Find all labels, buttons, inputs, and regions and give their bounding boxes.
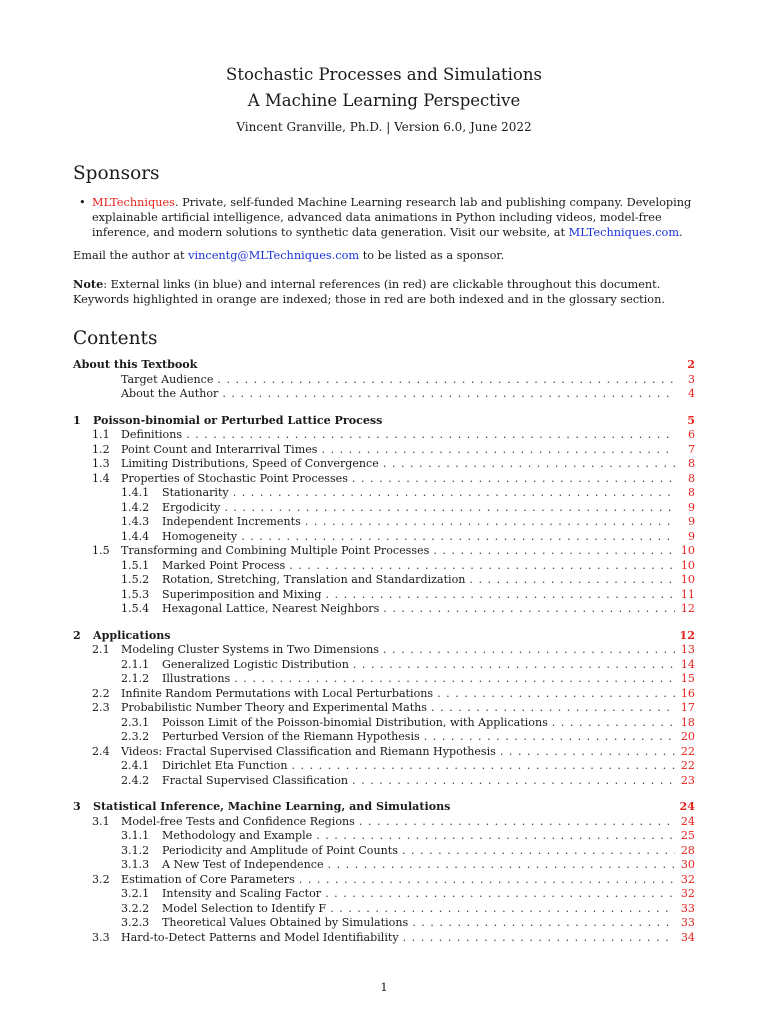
toc-leader-dots	[383, 457, 675, 472]
toc-entry[interactable]	[73, 588, 695, 603]
toc-entry[interactable]	[73, 515, 695, 530]
toc-entry[interactable]	[73, 602, 695, 617]
toc-leader-dots	[299, 873, 675, 888]
toc-leader-dots	[330, 902, 675, 917]
email-link[interactable]: vincentg@MLTechniques.com	[188, 249, 360, 262]
toc-page-link[interactable]: 17	[680, 701, 695, 714]
toc-entry[interactable]	[73, 358, 695, 373]
toc-entry[interactable]	[73, 387, 695, 402]
toc-entry[interactable]	[73, 486, 695, 501]
toc-page-link[interactable]: 24	[680, 814, 695, 828]
toc-leader-dots	[217, 373, 675, 388]
toc-page-link[interactable]: 16	[680, 686, 695, 700]
toc-page-link[interactable]: 5	[687, 413, 695, 427]
toc-number: 2.3.1	[121, 715, 150, 729]
toc-title: Intensity and Scaling Factor	[162, 887, 322, 900]
toc-number: 2.1.2	[121, 672, 150, 685]
toc-leader-dots	[424, 730, 675, 745]
toc-number: 1.5.4	[121, 602, 150, 615]
toc-leader-dots	[305, 515, 675, 530]
toc-page-link[interactable]: 10	[680, 573, 695, 586]
toc-leader-dots	[291, 759, 675, 774]
toc-title: Illustrations	[162, 672, 231, 685]
toc-leader-dots	[383, 602, 675, 617]
toc-number: 2.3	[92, 701, 110, 714]
toc-title: Statistical Inference, Machine Learning, and Simulations	[93, 800, 451, 813]
toc-entry[interactable]	[73, 829, 695, 844]
toc-title: Limiting Distributions, Speed of Convergence	[121, 457, 379, 470]
toc-leader-dots	[316, 829, 675, 844]
toc-number: 3.2	[92, 872, 110, 886]
toc-entry[interactable]	[73, 931, 695, 946]
toc-number: 1.4.3	[121, 515, 150, 528]
toc-entry[interactable]	[73, 716, 695, 731]
author-line: Vincent Granville, Ph.D. | Version 6.0, June 2022	[236, 120, 532, 134]
toc-title: Poisson-binomial or Perturbed Lattice Process	[93, 413, 383, 427]
toc-number: 1.2	[92, 442, 110, 456]
toc-number: 2.1	[92, 643, 110, 656]
toc-leader-dots	[412, 916, 675, 931]
toc-entry[interactable]	[73, 472, 695, 487]
toc-page-link[interactable]: 30	[680, 858, 695, 871]
toc-leader-dots	[552, 716, 675, 731]
toc-title: Perturbed Version of the Riemann Hypothesis	[162, 730, 420, 743]
toc-entry[interactable]	[73, 544, 695, 559]
toc-title: Homogeneity	[162, 529, 238, 543]
toc-page-link[interactable]: 4	[687, 387, 695, 400]
note-label: Note	[73, 277, 104, 291]
toc-number: 2.3.2	[121, 730, 150, 743]
toc-number: 2.1.1	[121, 657, 150, 671]
toc-number: 3.1.3	[121, 858, 150, 871]
toc-entry[interactable]	[73, 730, 695, 745]
toc-page-link[interactable]: 10	[680, 558, 695, 572]
toc-leader-dots	[359, 815, 675, 830]
toc-title: Infinite Random Permutations with Local Perturbations	[121, 686, 434, 700]
toc-entry[interactable]	[73, 629, 695, 644]
toc-entry[interactable]	[73, 815, 695, 830]
toc-page-link[interactable]: 15	[680, 672, 695, 685]
sponsor-end: .	[679, 226, 683, 239]
sponsor-name-link[interactable]: MLTechniques	[92, 196, 175, 209]
toc-page-link[interactable]: 8	[687, 457, 695, 470]
toc-number: 1.1	[92, 428, 110, 441]
toc-title: About this Textbook	[73, 358, 198, 371]
toc-number: 3.2.1	[121, 887, 150, 900]
toc-page-link[interactable]: 22	[680, 759, 695, 772]
contents-heading: Contents	[73, 328, 158, 349]
toc-title: Dirichlet Eta Function	[162, 759, 288, 772]
toc-leader-dots	[233, 486, 675, 501]
toc-page-link[interactable]: 11	[680, 587, 695, 601]
sponsor-description: . Private, self-funded Machine Learning research lab and publishing company. Developing explainable artificial intelligence, advanced data animations in Python including videos, model-free inference, and modern solutions to synthetic data generation. Visit our website, at	[92, 196, 692, 239]
document-title: Stochastic Processes and Simulations	[226, 65, 542, 84]
toc-title: Stationarity	[162, 486, 229, 499]
toc-title: Model Selection to Identify F	[162, 901, 327, 915]
toc-leader-dots	[469, 573, 675, 588]
toc-leader-dots	[402, 844, 675, 859]
toc-page-link[interactable]: 12	[679, 628, 695, 642]
toc-entry[interactable]	[73, 643, 695, 658]
toc-entry[interactable]	[73, 457, 695, 472]
toc-leader-dots	[222, 387, 675, 402]
toc-title: Fractal Supervised Classification	[162, 773, 349, 787]
toc-entry[interactable]	[73, 800, 695, 815]
toc-number: 1.4.1	[121, 486, 150, 499]
toc-entry[interactable]	[73, 759, 695, 774]
toc-title: Hexagonal Lattice, Nearest Neighbors	[162, 602, 380, 615]
toc-title: Marked Point Process	[162, 558, 286, 572]
toc-entry[interactable]	[73, 443, 695, 458]
toc-number: 2.4.2	[121, 773, 150, 787]
toc-entry[interactable]	[73, 414, 695, 429]
toc-entry[interactable]	[73, 916, 695, 931]
toc-title: Superimposition and Mixing	[162, 587, 322, 601]
toc-page-link[interactable]: 2	[687, 358, 695, 371]
toc-number: 2.4	[92, 744, 110, 758]
toc-page-link[interactable]: 33	[680, 901, 695, 915]
toc-entry[interactable]	[73, 858, 695, 873]
toc-number: 3.1.1	[121, 829, 150, 842]
email-after: to be listed as a sponsor.	[359, 249, 505, 262]
toc-page-link[interactable]: 3	[687, 372, 695, 386]
toc-leader-dots	[433, 544, 675, 559]
toc-page-link[interactable]: 33	[680, 916, 695, 929]
toc-title: Independent Increments	[162, 515, 301, 528]
toc-number: 3.1.2	[121, 843, 150, 857]
toc-entry[interactable]	[73, 559, 695, 574]
toc-leader-dots	[353, 658, 675, 673]
toc-page-link[interactable]: 7	[687, 442, 695, 456]
toc-title: Videos: Fractal Supervised Classification and Riemann Hypothesis	[121, 744, 496, 758]
toc-entry[interactable]	[73, 887, 695, 902]
toc-number: 3.1	[92, 814, 110, 828]
toc-title: Periodicity and Amplitude of Point Counts	[162, 843, 398, 857]
toc-page-link[interactable]: 32	[680, 872, 695, 886]
sponsors-heading: Sponsors	[73, 163, 160, 184]
toc-title: A New Test of Independence	[162, 858, 324, 871]
bullet-dot-icon: •	[79, 196, 86, 209]
document-subtitle: A Machine Learning Perspective	[247, 91, 521, 110]
toc-number: 2.2	[92, 686, 110, 700]
toc-entry[interactable]	[73, 672, 695, 687]
toc-leader-dots	[241, 530, 675, 545]
toc-entry[interactable]	[73, 902, 695, 917]
toc-entry[interactable]	[73, 573, 695, 588]
toc-title: Probabilistic Number Theory and Experimental Maths	[121, 701, 428, 714]
toc-leader-dots	[352, 774, 675, 789]
toc-title: Properties of Stochastic Point Processes	[121, 471, 348, 485]
toc-number: 3.2.3	[121, 916, 150, 929]
toc-page-link[interactable]: 14	[680, 657, 695, 671]
toc-entry[interactable]	[73, 373, 695, 388]
toc-title: Applications	[93, 628, 171, 642]
toc-page-link[interactable]: 34	[680, 930, 695, 944]
toc-entry[interactable]	[73, 701, 695, 716]
website-link[interactable]: MLTechniques.com	[568, 226, 680, 239]
toc-number: 1.3	[92, 457, 110, 470]
toc-number: 2.4.1	[121, 759, 150, 772]
toc-number: 2	[73, 628, 81, 642]
toc-title: Theoretical Values Obtained by Simulations	[162, 916, 409, 929]
toc-entry[interactable]	[73, 658, 695, 673]
toc-leader-dots	[325, 887, 675, 902]
toc-page-link[interactable]: 13	[680, 643, 695, 656]
toc-entry[interactable]	[73, 745, 695, 760]
toc-leader-dots	[383, 643, 675, 658]
table-of-contents	[73, 358, 695, 945]
toc-title: Poisson Limit of the Poisson-binomial Distribution, with Applications	[162, 715, 548, 729]
toc-title: Transforming and Combining Multiple Point Processes	[121, 544, 430, 557]
toc-entry[interactable]	[73, 844, 695, 859]
toc-number: 1.4.4	[121, 529, 150, 543]
toc-title: Estimation of Core Parameters	[121, 872, 295, 886]
toc-page-link[interactable]: 23	[680, 773, 695, 787]
toc-page-link[interactable]: 18	[680, 715, 695, 729]
toc-page-link[interactable]: 8	[687, 471, 695, 485]
toc-page-link[interactable]: 8	[687, 486, 695, 499]
page-number: 1	[380, 980, 388, 994]
toc-leader-dots	[352, 472, 675, 487]
toc-title: Hard-to-Detect Patterns and Model Identifiability	[121, 930, 399, 944]
toc-page-link[interactable]: 10	[680, 544, 695, 557]
toc-title: Point Count and Interarrival Times	[121, 442, 318, 456]
toc-leader-dots	[326, 588, 675, 603]
toc-title: Rotation, Stretching, Translation and Standardization	[162, 573, 466, 586]
toc-title: Target Audience	[121, 372, 214, 386]
toc-page-link[interactable]: 6	[687, 428, 695, 441]
toc-number: 1.5	[92, 544, 110, 557]
toc-page-link[interactable]: 20	[680, 730, 695, 743]
toc-number: 3	[73, 800, 81, 813]
toc-entry[interactable]	[73, 428, 695, 443]
toc-page-link[interactable]: 12	[680, 602, 695, 615]
toc-title: Definitions	[121, 428, 183, 441]
toc-title: Model-free Tests and Confidence Regions	[121, 814, 355, 828]
toc-number: 1.4	[92, 471, 110, 485]
toc-title: Generalized Logistic Distribution	[162, 657, 349, 671]
toc-page-link[interactable]: 9	[687, 515, 695, 528]
toc-leader-dots	[186, 428, 675, 443]
toc-leader-dots	[431, 701, 675, 716]
toc-page-link[interactable]: 28	[680, 843, 695, 857]
toc-page-link[interactable]: 24	[679, 800, 695, 813]
toc-leader-dots	[500, 745, 675, 760]
toc-title: Modeling Cluster Systems in Two Dimensions	[121, 643, 379, 656]
toc-page-link[interactable]: 9	[687, 500, 695, 514]
toc-number: 1.5.1	[121, 558, 150, 572]
toc-title: Methodology and Example	[162, 829, 313, 842]
toc-entry[interactable]	[73, 501, 695, 516]
toc-leader-dots	[234, 672, 675, 687]
toc-entry[interactable]	[73, 774, 695, 789]
toc-entry[interactable]	[73, 530, 695, 545]
toc-page-link[interactable]: 25	[680, 829, 695, 842]
toc-leader-dots	[328, 858, 675, 873]
toc-leader-dots	[289, 559, 675, 574]
toc-page-link[interactable]: 22	[680, 744, 695, 758]
toc-number: 3.2.2	[121, 901, 150, 915]
toc-leader-dots	[403, 931, 675, 946]
toc-leader-dots	[224, 501, 675, 516]
toc-number: 1.5.2	[121, 573, 150, 586]
email-paragraph	[73, 248, 694, 263]
sponsor-bullet	[79, 195, 694, 240]
note-text: : External links (in blue) and internal references (in red) are clickable throughout this document. Keywords highlighted in orange are indexed; those in red are both indexed and in the glossary section.	[73, 278, 665, 306]
toc-page-link[interactable]: 32	[680, 887, 695, 900]
email-before: Email the author at	[73, 249, 189, 262]
toc-entry[interactable]	[73, 687, 695, 702]
toc-page-link[interactable]: 9	[687, 529, 695, 543]
toc-number: 1	[73, 413, 81, 427]
toc-number: 1.5.3	[121, 587, 150, 601]
toc-leader-dots	[322, 443, 675, 458]
toc-title: About the Author	[121, 387, 219, 400]
toc-number: 3.3	[92, 930, 110, 944]
toc-title: Ergodicity	[162, 500, 221, 514]
note-paragraph	[73, 277, 694, 307]
toc-entry[interactable]	[73, 873, 695, 888]
toc-number: 1.4.2	[121, 500, 150, 514]
toc-leader-dots	[437, 687, 675, 702]
